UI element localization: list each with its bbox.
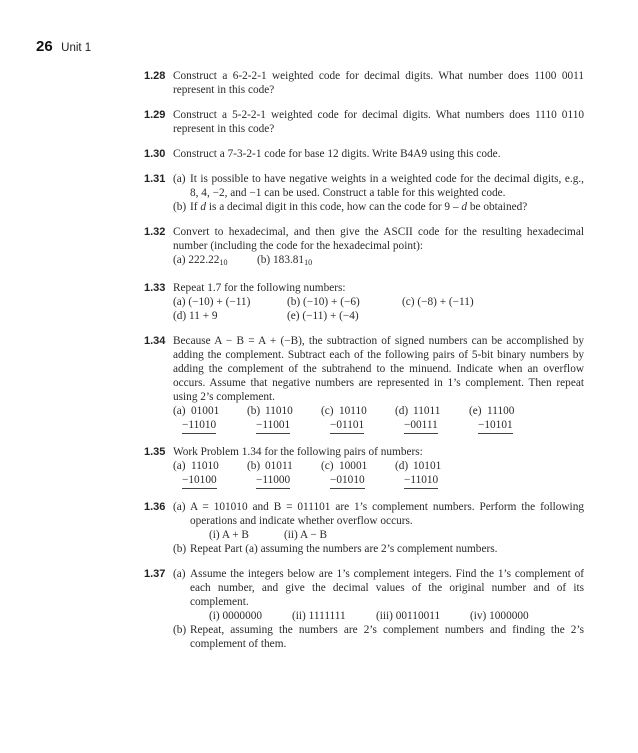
subtrahend: −01101	[330, 418, 364, 434]
subtraction-pairs	[173, 459, 584, 489]
minuend: 11100	[487, 405, 515, 417]
problem-text: Because A − B = A + (−B), the subtraction of signed numbers can be accomplished by adding the complement. Subtract each of the following pairs of 5-bit binary numbers by adding the complement of the subtrahend to the minuend. Indicate when an overflow occurs. Assume that negative numbers are represented in 1’s complement. Then repeat using 2’s complement.	[173, 335, 584, 403]
problem-text: Repeat 1.7 for the following numbers:	[173, 282, 346, 294]
part-text: Repeat Part (a) assuming the numbers are 2’s complement numbers.	[190, 543, 498, 555]
subtrahend: −11001	[256, 418, 290, 434]
option-label: (a)	[173, 254, 186, 266]
part-text: A = 101010 and B = 011101 are 1’s complement numbers. Perform the following operations and indicate whether overflow occurs.	[190, 501, 584, 527]
problem-number: 1.35	[144, 446, 166, 458]
pair-label: (d)	[395, 460, 409, 472]
part-label: (b)	[173, 201, 187, 213]
subtraction-pairs	[173, 404, 584, 434]
minuend: 01011	[265, 460, 293, 472]
base-subscript: 10	[219, 258, 228, 267]
base-subscript: 10	[304, 258, 313, 267]
problem-text: Construct a 5-2-2-1 weighted code for decimal digits. What numbers does 1110 0110 represent in this code?	[173, 109, 584, 135]
option: (a) (−10) + (−11)	[173, 296, 251, 308]
option: (d) 11 + 9	[173, 310, 218, 322]
problem-1-35	[144, 445, 584, 489]
minuend: 01001	[191, 405, 220, 417]
problem-number: 1.32	[144, 226, 166, 238]
option: (i) 0000000	[209, 610, 263, 622]
pair-label: (e)	[469, 405, 482, 417]
options-row	[173, 253, 584, 270]
subtraction-pair	[395, 459, 441, 489]
problem-1-31	[144, 172, 584, 214]
subtrahend: −11010	[182, 418, 216, 434]
part-label: (a)	[173, 173, 186, 185]
variable-d: d	[200, 201, 207, 213]
problem-1-33	[144, 281, 584, 323]
option: (c) (−8) + (−11)	[402, 296, 474, 308]
option: (iii) 00110011	[376, 610, 441, 622]
pair-label: (b)	[247, 405, 261, 417]
part-text	[190, 200, 584, 214]
option: (ii) 1111111	[292, 610, 346, 622]
option: (e) (−11) + (−4)	[287, 310, 359, 322]
problem-1-29	[144, 108, 584, 136]
page-number: 26	[36, 38, 53, 55]
pair-label: (c)	[321, 405, 334, 417]
problem-number: 1.30	[144, 148, 166, 160]
part-text: Assume the integers below are 1’s complement integers. Find the 1’s complement of each number, and give the decimal values of the original number and of its complement.	[190, 568, 584, 608]
subtraction-pair	[469, 404, 514, 434]
minuend: 10101	[413, 460, 442, 472]
subtraction-pair	[321, 404, 395, 434]
part-b	[173, 542, 584, 556]
part-text: Repeat, assuming the numbers are 2’s complement numbers and finding the 2’s complement of them.	[190, 624, 584, 650]
options-row	[173, 295, 584, 309]
problem-1-36	[144, 500, 584, 556]
part-label: (a)	[173, 501, 186, 513]
option: (i) A + B	[209, 529, 249, 541]
subtraction-pair	[247, 459, 321, 489]
part-b	[173, 200, 584, 214]
problem-number: 1.36	[144, 501, 166, 513]
problem-number: 1.33	[144, 282, 166, 294]
subtraction-pair	[247, 404, 321, 434]
option: (b) (−10) + (−6)	[287, 296, 360, 308]
problem-number: 1.31	[144, 173, 166, 185]
subtrahend: −10101	[478, 418, 513, 434]
part-text: It is possible to have negative weights in a weighted code for the decimal digits, e.g., 8, 4, −2, and −1 can be used. Construct a table for this weighted code.	[190, 173, 584, 199]
problem-number: 1.37	[144, 568, 166, 580]
problem-number: 1.28	[144, 70, 166, 82]
minuend: 11010	[191, 460, 219, 472]
minuend: 10001	[339, 460, 368, 472]
variable-d: d	[461, 201, 468, 213]
problem-1-37	[144, 567, 584, 651]
problem-text: Convert to hexadecimal, and then give the ASCII code for the resulting hexadecimal number (including the code for the hexadecimal point):	[173, 226, 584, 252]
pair-label: (d)	[395, 405, 409, 417]
subtraction-pair	[395, 404, 469, 434]
problem-list	[144, 69, 584, 662]
options-row	[173, 309, 584, 323]
pair-label: (b)	[247, 460, 261, 472]
subtrahend: −11000	[256, 473, 290, 489]
minuend: 11010	[265, 405, 293, 417]
subtraction-pair	[173, 404, 247, 434]
problem-1-32	[144, 225, 584, 270]
problem-text: Construct a 7-3-2-1 code for base 12 digits. Write B4A9 using this code.	[173, 148, 501, 160]
problem-text: Construct a 6-2-2-1 weighted code for decimal digits. What number does 1100 0011 represent in this code?	[173, 70, 584, 96]
part-label: (b)	[173, 543, 187, 555]
option: (iv) 1000000	[470, 610, 529, 622]
subtraction-pair	[321, 459, 395, 489]
part-text-segment: If	[190, 201, 201, 213]
problem-1-28	[144, 69, 584, 97]
subtrahend: −10100	[182, 473, 217, 489]
page-header	[36, 38, 91, 56]
subtraction-pair	[173, 459, 247, 489]
problem-text: Work Problem 1.34 for the following pairs of numbers:	[173, 446, 423, 458]
pair-label: (c)	[321, 460, 334, 472]
problem-1-34	[144, 334, 584, 434]
pair-label: (a)	[173, 460, 186, 472]
part-a	[173, 172, 584, 200]
part-label: (a)	[173, 568, 186, 580]
option: (ii) A − B	[284, 529, 328, 541]
minuend: 11011	[413, 405, 441, 417]
option-value: 183.81	[273, 254, 305, 266]
part-b	[173, 623, 584, 651]
minuend: 10110	[339, 405, 367, 417]
part-text-segment: is a decimal digit in this code, how can the code for 9 –	[206, 201, 462, 213]
problem-number: 1.29	[144, 109, 166, 121]
option-label: (b)	[257, 254, 271, 266]
problem-number: 1.34	[144, 335, 166, 347]
pair-label: (a)	[173, 405, 186, 417]
option-value: 222.22	[188, 254, 220, 266]
subtrahend: −00111	[404, 418, 438, 434]
unit-label: Unit 1	[61, 42, 92, 54]
subtrahend: −01010	[330, 473, 365, 489]
part-a	[173, 567, 584, 623]
option	[173, 253, 257, 270]
part-text-segment: be obtained?	[467, 201, 528, 213]
option	[257, 253, 312, 270]
subtrahend: −11010	[404, 473, 438, 489]
options-row	[190, 528, 584, 542]
part-label: (b)	[173, 624, 187, 636]
problem-1-30	[144, 147, 584, 161]
options-row	[190, 609, 584, 623]
part-a	[173, 500, 584, 542]
